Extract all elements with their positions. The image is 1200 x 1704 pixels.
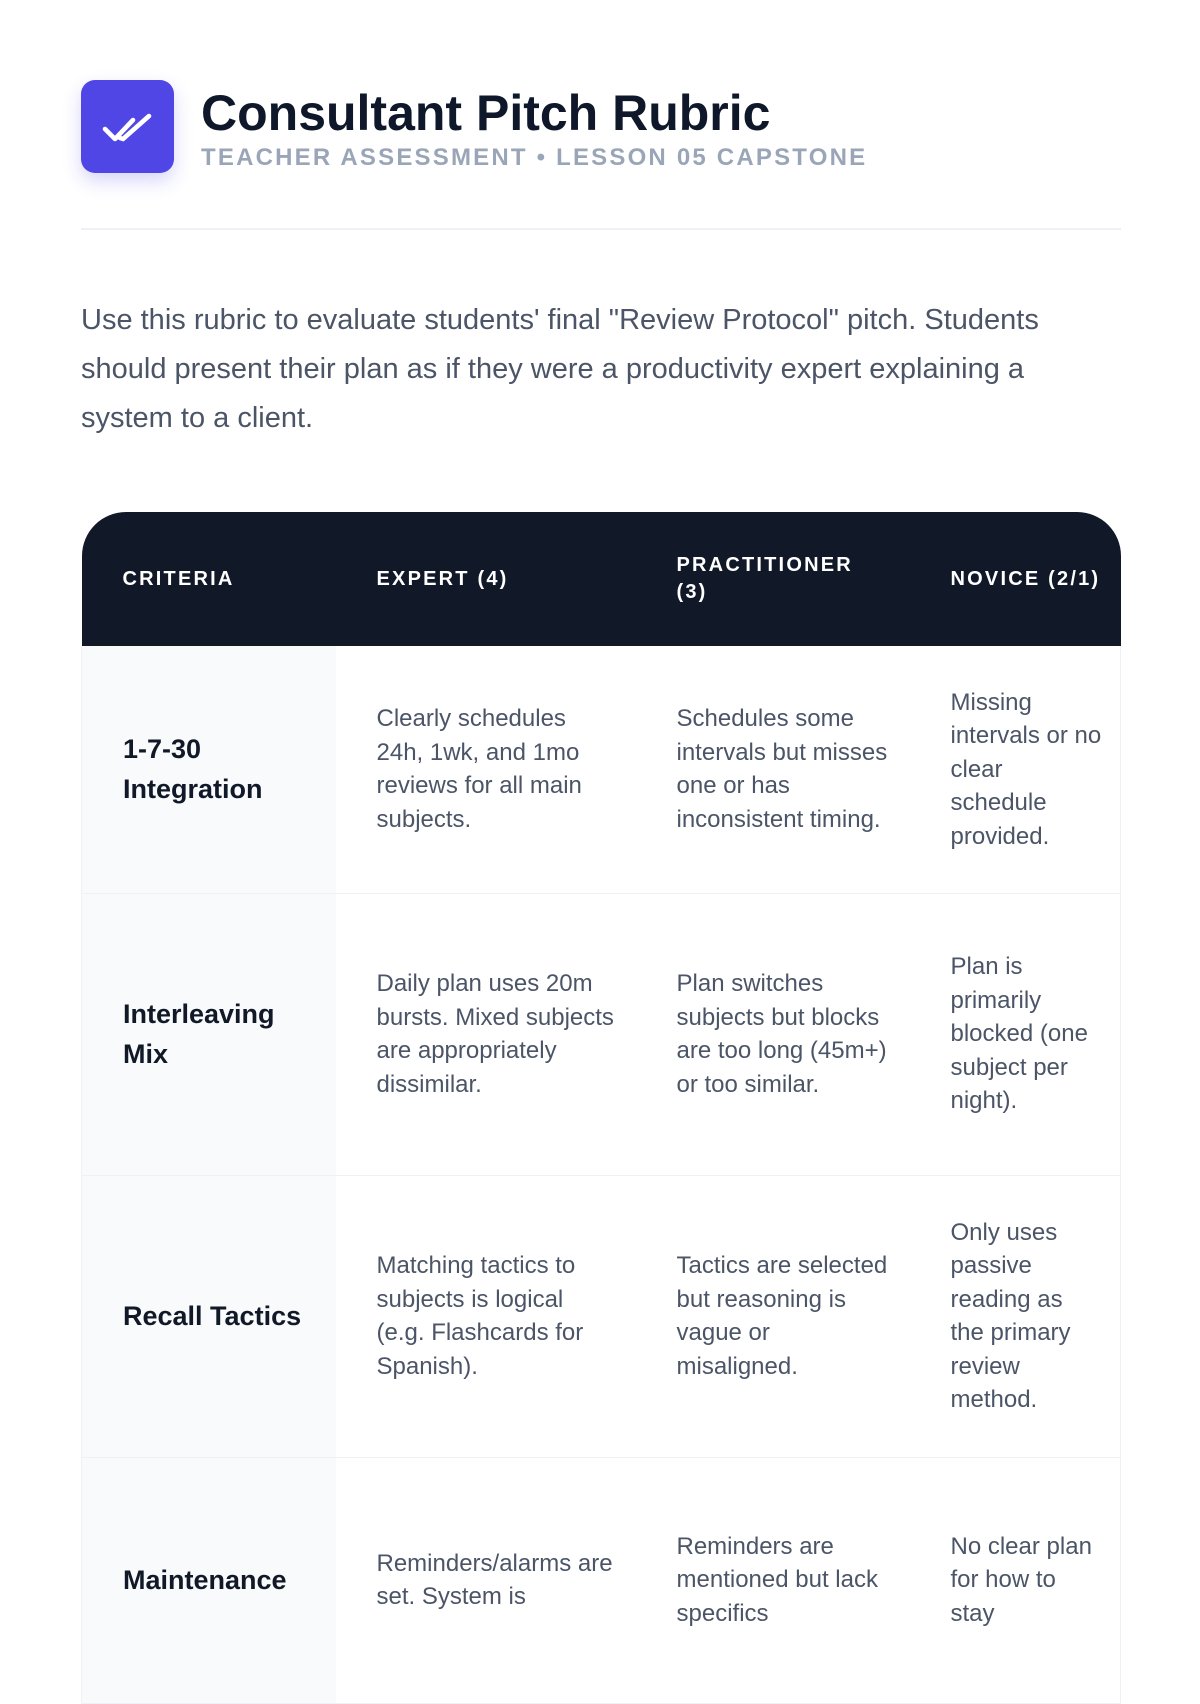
rubric-table (81, 512, 1121, 1704)
novice-cell: Missing intervals or no clear schedule provided. (910, 646, 1121, 893)
criteria-cell: Interleaving Mix (82, 893, 336, 1175)
table-row (82, 646, 1121, 893)
criteria-cell: 1-7-30 Integration (82, 646, 336, 893)
table-row (82, 893, 1121, 1175)
novice-cell: Plan is primarily blocked (one subject per night). (910, 893, 1121, 1175)
table-row (82, 1175, 1121, 1457)
page-subtitle: TEACHER ASSESSMENT • LESSON 05 CAPSTONE (201, 144, 868, 171)
table-header-row (82, 512, 1121, 646)
practitioner-cell: Tactics are selected but reasoning is vague or misaligned. (636, 1175, 910, 1457)
column-header-criteria: CRITERIA (82, 512, 336, 646)
intro-paragraph: Use this rubric to evaluate students' final "Review Protocol" pitch. Students should present their plan as if they were a productivity expert explaining a system to a client. (81, 304, 1039, 434)
novice-cell: Only uses passive reading as the primary review method. (910, 1175, 1121, 1457)
practitioner-cell: Plan switches subjects but blocks are too long (45m+) or too similar. (636, 893, 910, 1175)
criteria-cell: Recall Tactics (82, 1175, 336, 1457)
expert-cell: Daily plan uses 20m bursts. Mixed subjects are appropriately dissimilar. (336, 893, 636, 1175)
table-row (82, 1457, 1121, 1703)
criteria-cell: Maintenance (82, 1457, 336, 1703)
page-header (81, 80, 1121, 230)
app-logo (81, 80, 174, 173)
page-title: Consultant Pitch Rubric (201, 85, 771, 141)
practitioner-cell: Reminders are mentioned but lack specifics (636, 1457, 910, 1703)
novice-cell: No clear plan for how to stay (910, 1457, 1121, 1703)
double-check-icon (103, 108, 153, 146)
column-header-expert: EXPERT (4) (336, 512, 636, 646)
expert-cell: Matching tactics to subjects is logical (e.g. Flashcards for Spanish). (336, 1175, 636, 1457)
expert-cell: Reminders/alarms are set. System is (336, 1457, 636, 1703)
column-header-practitioner: PRACTITIONER (3) (636, 512, 910, 646)
column-header-novice: NOVICE (2/1) (910, 512, 1121, 646)
practitioner-cell: Schedules some intervals but misses one or has inconsistent timing. (636, 646, 910, 893)
expert-cell: Clearly schedules 24h, 1wk, and 1mo reviews for all main subjects. (336, 646, 636, 893)
